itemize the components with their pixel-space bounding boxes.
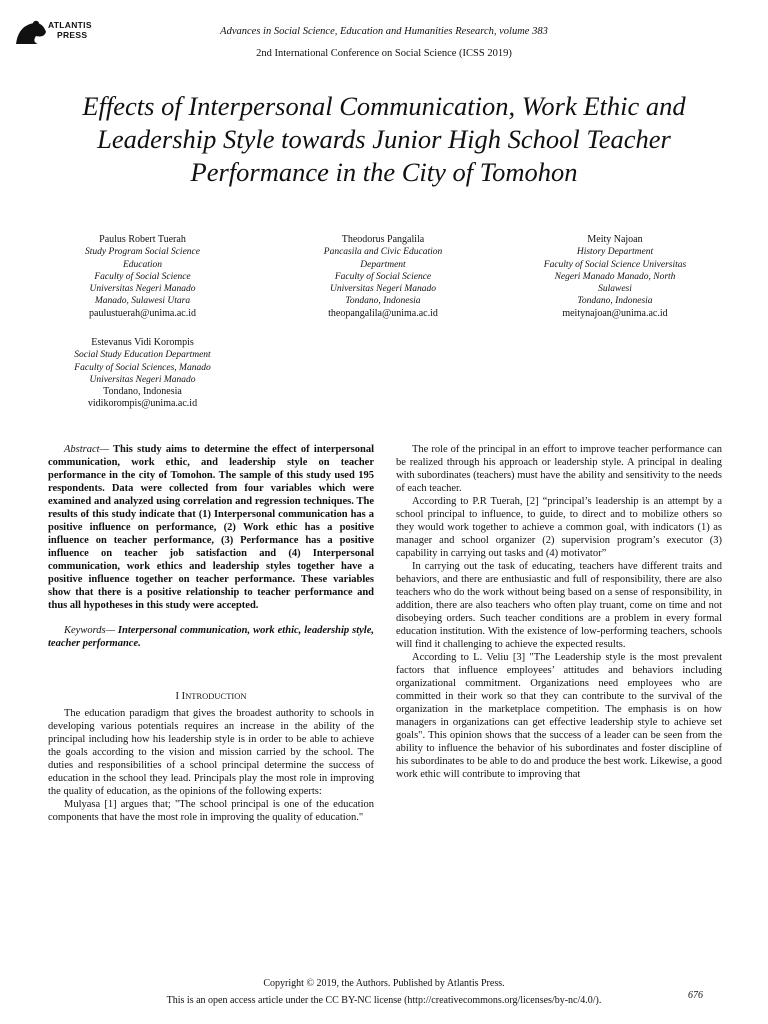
author-name: Theodorus Pangalila (341, 234, 425, 245)
author-email: theopangalila@unima.ac.id (328, 307, 438, 319)
author-email: paulustuerah@unima.ac.id (89, 307, 196, 319)
paragraph: Mulyasa [1] argues that; "The school principal is one of the education components that have the most role in improving the quality of education." (48, 799, 374, 823)
paragraph: In carrying out the task of educating, teachers have different traits and behaviors, and there are enthusiastic and full of responsibility, there are also teachers who do the work without being based on a sense of responsibility, in addition, there are also teachers who often play truant, come on time and not disobeying orders. Such teacher conditions are a problem in every formal education institution. With the existence of low-performing teachers, schools will find it challenging to achieve the expected results. (396, 561, 722, 650)
abstract: Abstract— This study aims to determine the effect of interpersonal communication, work ethic, and leadership style on teacher performance in the city of Tomohon. The sample of this study used 195 respondents. Data were collected from four variables which were examined and analyzed using correlation and regression techniques. The results of this study indicate that (1) Interpersonal communication has a positive influence on performance, (2) Work ethic has a positive influence on teacher performance, (3) Performance has a positive influence on teacher job satisfaction and (4) Interpersonal communication, work ethics and leadership styles together have a positive influence together on teacher performance. These variables show that there is a positive relationship to teacher performance and thus all hypotheses in this study were accepted. (48, 444, 374, 611)
author-name: Meity Najoan (587, 234, 643, 245)
paragraph: The role of the principal in an effort to improve teacher performance can be realized through his approach or leadership style. A principal in dealing with subordinates (teachers) must have the ability and sensitivity to the needs of each teacher. (396, 444, 722, 494)
page-number: 676 (688, 990, 703, 1001)
paragraph: According to P.R Tuerah, [2] “principal’s leadership is an attempt by a school principal to influence, to guide, to direct and to mobilize others so they would work together to achieve a common goal, with indicators (1) as manager and school organizer (2) supervision program’s executor (3) capability in carrying out tasks and (4) motivator” (396, 496, 722, 559)
paragraph: The education paradigm that gives the broadest authority to schools in developing various potentials requires an increase in the ability of the principal including how his leadership style is in order to be able to achieve the goals according to the vision and mission carried by the school. The duties and responsibilities of a school principal determine the success of education in the school they lead. Principals play the most role in improving the quality of education, as the opinions of the following experts: (48, 708, 374, 797)
license-notice: This is an open access article under the CC BY-NC license (http://creativecommons.org/licenses/by-nc/4.0/). (166, 995, 602, 1006)
author-block: Meity Najoan History Department Faculty of Social Science Universitas Negeri Manado Manado, North Sulawesi Tondano, Indonesia meitynajoan@unima.ac.id (525, 234, 705, 320)
left-column (48, 443, 374, 824)
section-heading: I INTRODUCTION (175, 691, 247, 702)
publisher-name: ATLANTIS PRESS (48, 20, 92, 40)
paragraph: According to L. Veliu [3] "The Leadership style is the most prevalent factors that influence employees’ attitudes and behaviors including organizational commitment. Organizations need employees who are committed in their work so that they can contribute to the survival of the organization in the marketplace competition. The emphasis is on how managers in organizations can get effective leadership style to achieve set goals". This opinion shows that the success of a leader can be seen from the ability to influence the behavior of his subordinates and foster discipline of his subordinates to be able to do and produce the best work. Likewise, a good work ethic will contribute to improving that (396, 652, 723, 780)
author-email: meitynajoan@unima.ac.id (562, 307, 668, 319)
author-name: Paulus Robert Tuerah (99, 234, 186, 245)
author-email: vidikorompis@unima.ac.id (87, 398, 198, 410)
conference-header: 2nd International Conference on Social Science (ICSS 2019) (256, 48, 512, 59)
copyright-notice: Copyright © 2019, the Authors. Published by Atlantis Press. (263, 978, 505, 989)
paper-title: Effects of Interpersonal Communication, Work Ethic and Leadership Style towards Junior High School Teacher Performance in the City of Tomohon (82, 91, 686, 187)
author-block: Theodorus Pangalila Pancasila and Civic Education Department Faculty of Social Science Universitas Negeri Manado Tondano, Indonesia theopangalila@unima.ac.id (298, 234, 468, 320)
keywords: Keywords— Interpersonal communication, work ethic, leadership style, teacher performance. (48, 625, 374, 649)
author-block: Paulus Robert Tuerah Study Program Social Science Education Faculty of Social Science Universitas Negeri Manado Manado, Sulawesi Utara paulustuerah@unima.ac.id (60, 234, 225, 320)
author-name: Estevanus Vidi Korompis (91, 337, 194, 348)
author-block: Estevanus Vidi Korompis Social Study Education Department Faculty of Social Sciences, Manado Universitas Negeri Manado Tondano, Indonesia vidikorompis@unima.ac.id (60, 337, 225, 411)
right-column (396, 443, 722, 781)
series-header: Advances in Social Science, Education and Humanities Research, volume 383 (220, 26, 548, 37)
